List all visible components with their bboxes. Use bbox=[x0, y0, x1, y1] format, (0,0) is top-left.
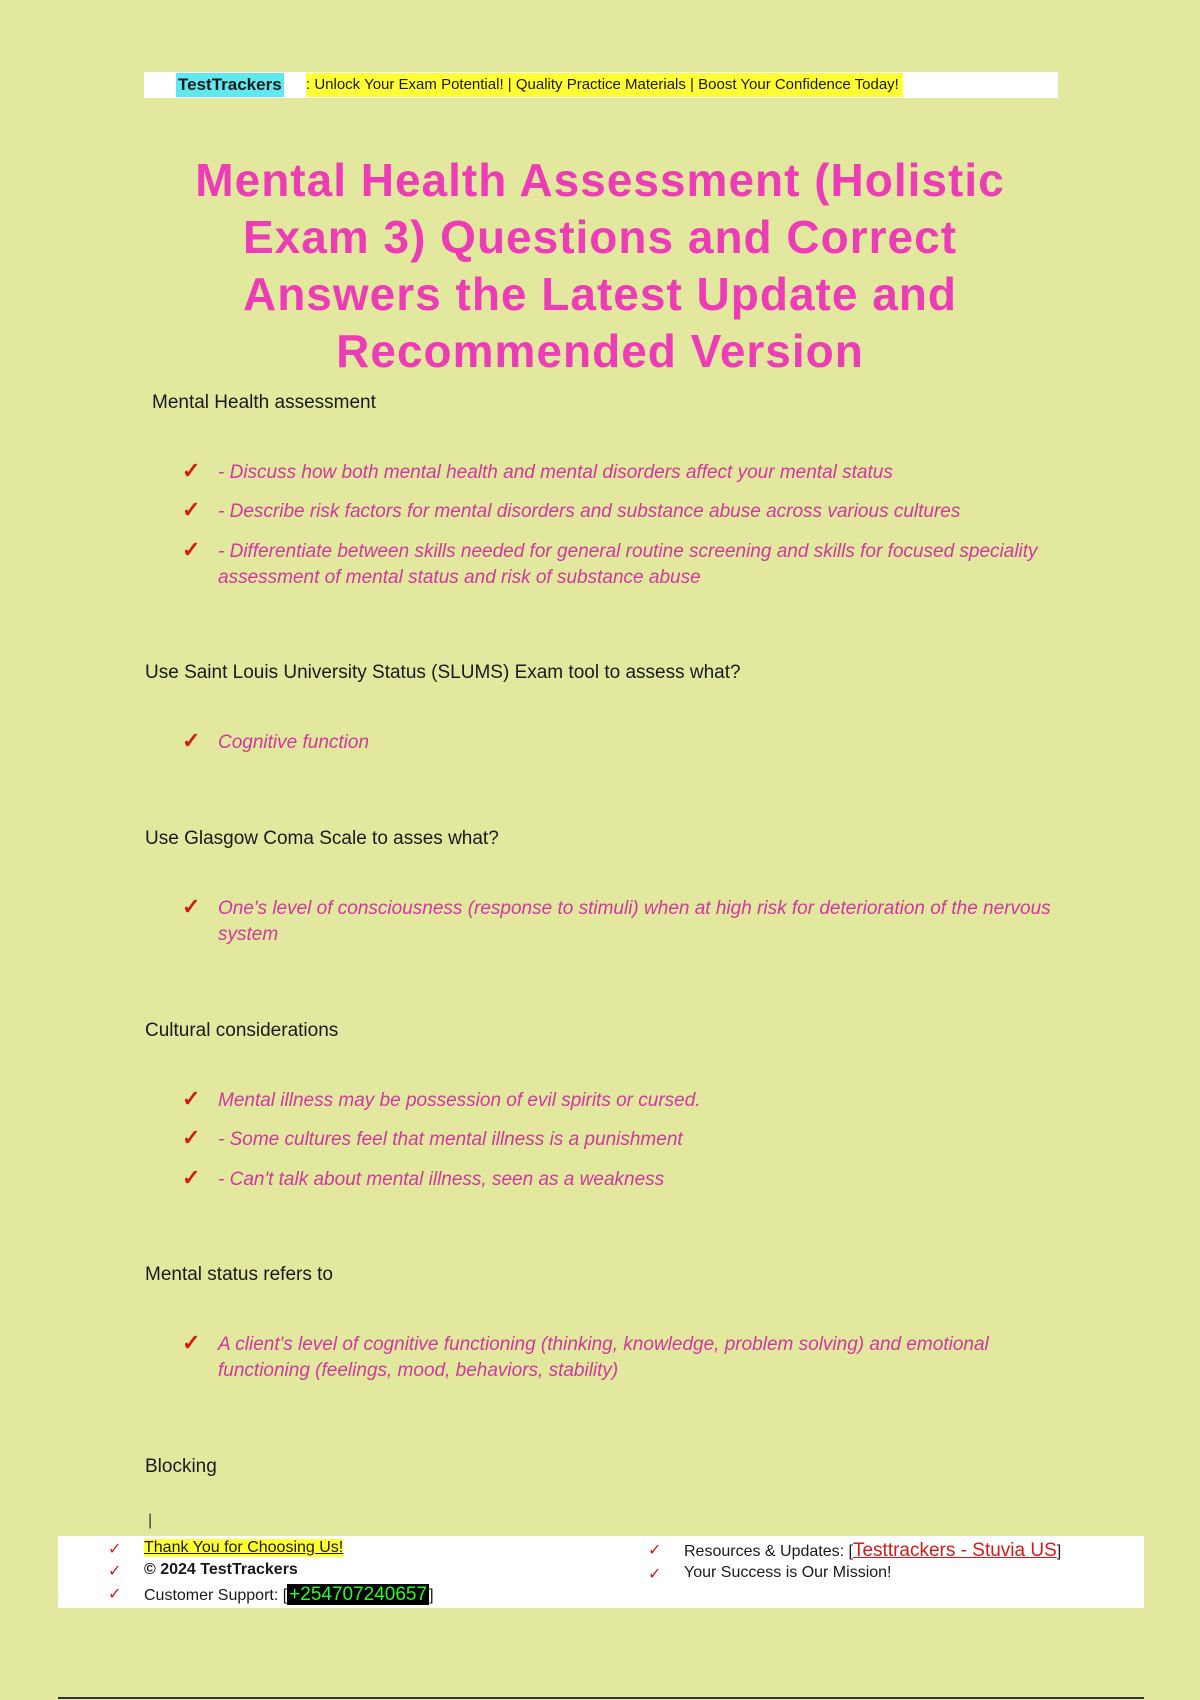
list-item bbox=[182, 1088, 1062, 1114]
list-item bbox=[182, 1167, 1062, 1193]
item-text: - Discuss how both mental health and mental disorders affect your mental status bbox=[218, 462, 893, 483]
checkmark-icon: ✓ bbox=[182, 1330, 201, 1355]
support-label: Customer Support: [ bbox=[144, 1587, 288, 1604]
checkmark-icon: ✓ bbox=[182, 1125, 201, 1150]
section-heading: Blocking bbox=[145, 1456, 217, 1477]
support-bracket: ] bbox=[429, 1587, 434, 1604]
item-text: - Describe risk factors for mental disorders and substance abuse across various cultures bbox=[218, 501, 961, 522]
checkmark-icon: ✓ bbox=[182, 894, 201, 919]
resources-line bbox=[684, 1540, 1061, 1562]
resources-label: Resources & Updates: [ bbox=[684, 1543, 853, 1560]
item-text: Cognitive function bbox=[218, 732, 370, 753]
checkmark-icon: ✓ bbox=[182, 728, 201, 753]
section-heading: Use Glasgow Coma Scale to asses what? bbox=[145, 828, 499, 849]
checkmark-icon: ✓ bbox=[182, 537, 201, 562]
mission-text: Your Success is Our Mission! bbox=[684, 1564, 892, 1581]
text-cursor: | bbox=[148, 1512, 153, 1529]
list-item bbox=[182, 460, 1062, 486]
section-heading: Mental Health assessment bbox=[152, 392, 376, 413]
checkmark-icon: ✓ bbox=[648, 1566, 662, 1583]
section-heading: Mental status refers to bbox=[145, 1264, 333, 1285]
copyright-text: © 2024 TestTrackers bbox=[144, 1561, 298, 1578]
page-bottom-rule bbox=[58, 1697, 1144, 1699]
list-item bbox=[182, 896, 1062, 948]
item-text: Mental illness may be possession of evil spirits or cursed. bbox=[218, 1090, 701, 1111]
support-phone[interactable]: +254707240657 bbox=[289, 1584, 428, 1605]
section-heading: Use Saint Louis University Status (SLUMS) Exam tool to assess what? bbox=[145, 662, 741, 683]
resources-bracket: ] bbox=[1056, 1543, 1062, 1560]
list-item bbox=[182, 499, 1062, 525]
list-item bbox=[182, 1332, 1062, 1384]
resources-link[interactable]: Testtrackers - Stuvia US bbox=[852, 1540, 1057, 1561]
checkmark-icon: ✓ bbox=[182, 1086, 201, 1111]
item-text: A client's level of cognitive functioning (thinking, knowledge, problem solving) and emotional functioning (feelings, mood, behaviors, stability) bbox=[218, 1334, 989, 1381]
section-heading: Cultural considerations bbox=[145, 1020, 339, 1041]
checkmark-icon: ✓ bbox=[182, 1165, 201, 1190]
header-banner bbox=[144, 72, 1058, 98]
thanks-link[interactable]: Thank You for Choosing Us! bbox=[144, 1539, 344, 1556]
list-item bbox=[182, 539, 1062, 591]
item-text: - Some cultures feel that mental illness is a punishment bbox=[218, 1129, 683, 1150]
item-text: - Differentiate between skills needed for general routine screening and skills for focused speciality assessment of mental status and risk of substance abuse bbox=[218, 541, 1038, 588]
item-text: - Can't talk about mental illness, seen as a weakness bbox=[218, 1169, 665, 1190]
checkmark-icon: ✓ bbox=[182, 458, 201, 483]
checkmark-icon: ✓ bbox=[108, 1586, 122, 1603]
document-title: Mental Health Assessment (Holistic Exam 3) Questions and Correct Answers the Latest Update and Recommended Version bbox=[195, 154, 1005, 377]
footer bbox=[58, 1536, 1144, 1608]
list-item bbox=[182, 730, 1062, 756]
item-text: One's level of consciousness (response to stimuli) when at high risk for deterioration of the nervous system bbox=[218, 898, 1051, 945]
checkmark-icon: ✓ bbox=[108, 1563, 122, 1580]
checkmark-icon: ✓ bbox=[182, 497, 201, 522]
brand-name: TestTrackers bbox=[176, 73, 284, 97]
banner-tagline: : Unlock Your Exam Potential! | Quality Practice Materials | Boost Your Confidence Today! bbox=[306, 73, 903, 97]
support-line bbox=[144, 1584, 434, 1606]
checkmark-icon: ✓ bbox=[108, 1541, 122, 1558]
list-item bbox=[182, 1127, 1062, 1153]
checkmark-icon: ✓ bbox=[648, 1542, 662, 1559]
